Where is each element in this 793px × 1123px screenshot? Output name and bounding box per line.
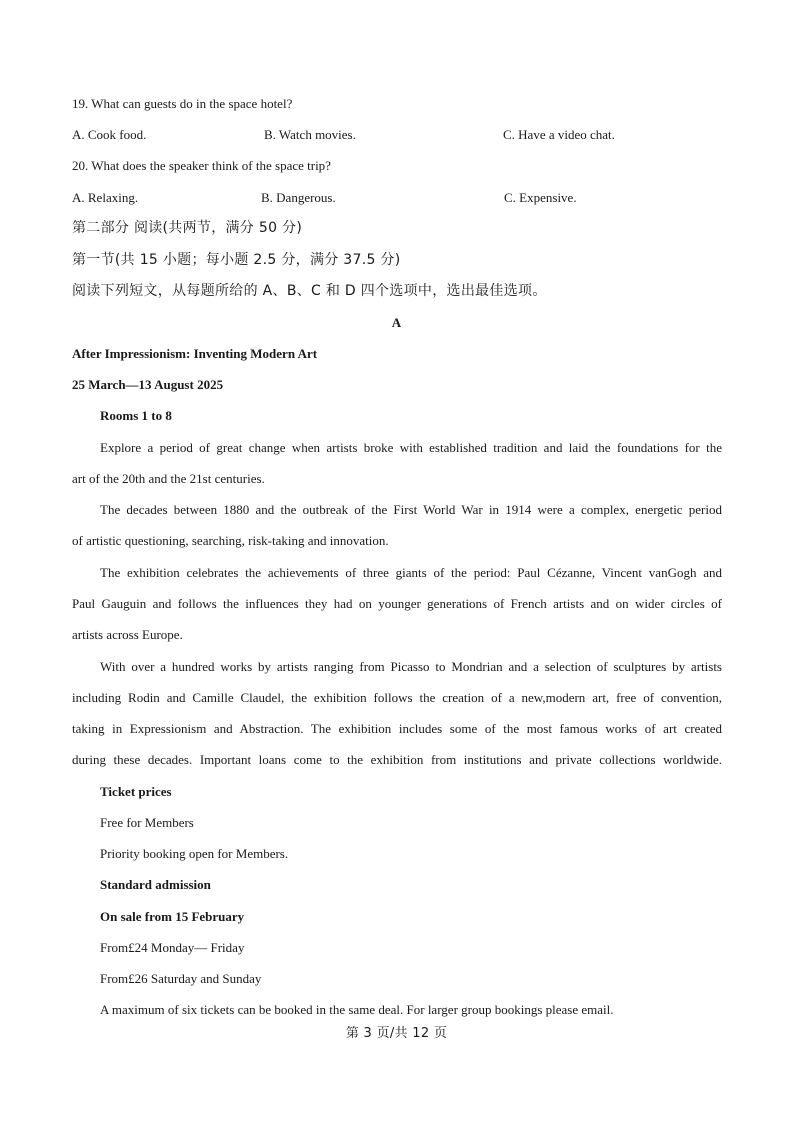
paragraph-3-line-2: Paul Gauguin and follows the influences they had on younger generations of French artists and on wider circles of	[72, 596, 722, 611]
price-weekday: From£24 Monday— Friday	[100, 940, 245, 955]
standard-admission-heading: Standard admission	[100, 877, 211, 892]
question-20-option-a: A. Relaxing.	[72, 190, 139, 205]
paragraph-4-line-2: including Rodin and Camille Claudel, the exhibition follows the creation of a new,modern art, free of convention,	[72, 690, 722, 705]
paragraph-3-line-3: artists across Europe.	[72, 627, 183, 642]
booking-note: A maximum of six tickets can be booked in the same deal. For larger group bookings please email.	[100, 1002, 614, 1017]
paragraph-4-line-4: during these decades. Important loans come to the exhibition from institutions and private collections worldwide.	[72, 752, 722, 767]
rooms-label: Rooms 1 to 8	[100, 408, 172, 423]
paragraph-1-line-1: Explore a period of great change when artists broke with established tradition and laid the foundations for the	[100, 440, 722, 455]
question-20-option-c: C. Expensive.	[504, 190, 577, 205]
paragraph-4-line-1: With over a hundred works by artists ranging from Picasso to Mondrian and a selection of sculptures by artists	[100, 659, 722, 674]
reading-instruction: 阅读下列短文，从每题所给的 A、B、C 和 D 四个选项中，选出最佳选项。	[72, 283, 547, 299]
ticket-line-priority: Priority booking open for Members.	[100, 846, 289, 861]
question-19-option-a: A. Cook food.	[72, 127, 147, 142]
question-20-option-b: B. Dangerous.	[261, 190, 336, 205]
on-sale-heading: On sale from 15 February	[100, 909, 245, 924]
passage-letter: A	[391, 315, 402, 330]
part2-heading: 第二部分 阅读(共两节，满分 50 分)	[72, 220, 303, 236]
paragraph-4-line-3: taking in Expressionism and Abstraction. The exhibition includes some of the most famous works of art created	[72, 721, 722, 736]
price-weekend: From£26 Saturday and Sunday	[100, 971, 262, 986]
section1-heading: 第一节(共 15 小题；每小题 2.5 分，满分 37.5 分)	[72, 252, 401, 268]
ticket-line-members: Free for Members	[100, 815, 194, 830]
page-footer: 第 3 页/共 12 页	[345, 1026, 448, 1041]
passage-dates: 25 March—13 August 2025	[72, 377, 224, 392]
ticket-prices-heading: Ticket prices	[100, 784, 172, 799]
paragraph-2-line-1: The decades between 1880 and the outbreak of the First World War in 1914 were a complex, energetic period	[100, 502, 722, 517]
paragraph-2-line-2: of artistic questioning, searching, risk-taking and innovation.	[72, 533, 389, 548]
question-19-option-c: C. Have a video chat.	[503, 127, 615, 142]
question-19-stem: 19. What can guests do in the space hotel?	[72, 96, 293, 111]
paragraph-3-line-1: The exhibition celebrates the achievements of three giants of the period: Paul Cézanne, Vincent vanGogh and	[100, 565, 722, 580]
paragraph-1-line-2: art of the 20th and the 21st centuries.	[72, 471, 265, 486]
question-19-option-b: B. Watch movies.	[264, 127, 356, 142]
question-20-stem: 20. What does the speaker think of the space trip?	[72, 158, 331, 173]
passage-title: After Impressionism: Inventing Modern Art	[72, 346, 318, 361]
